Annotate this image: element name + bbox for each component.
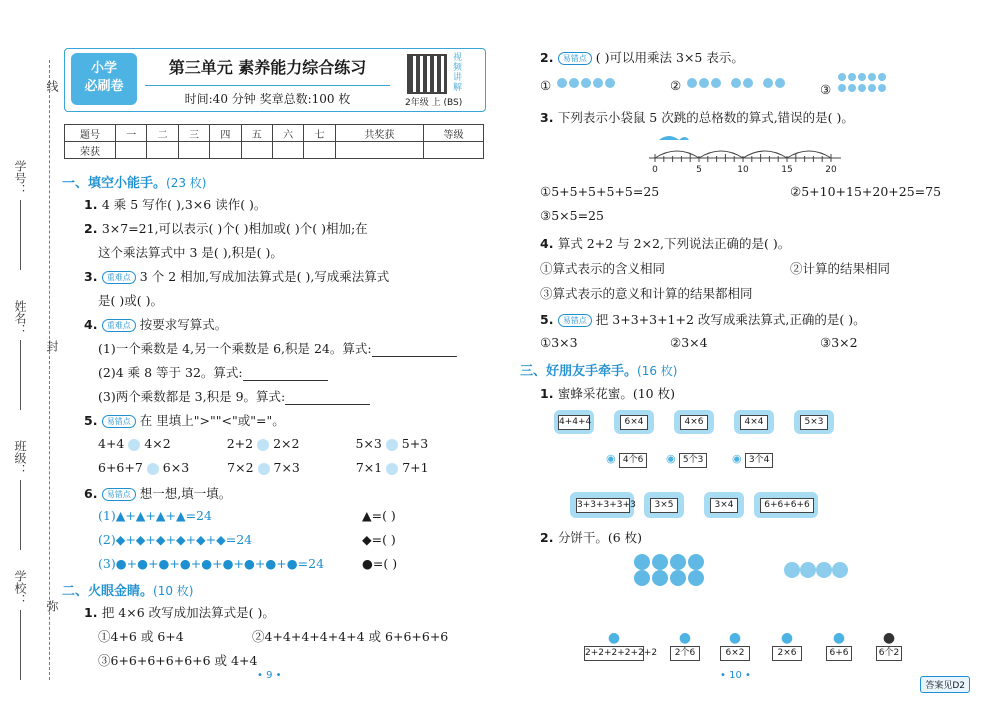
question-r3: 3. 下列表示小袋鼠 5 次跳的总格数的算式,错误的是( )。: [540, 110, 854, 125]
name-field[interactable]: [12, 300, 29, 410]
question-r2: 2. 易错点 ( )可以用乘法 3×5 表示。: [540, 50, 744, 65]
bee-icon: ◉: [666, 452, 676, 465]
option-r5-2[interactable]: ②3×4: [670, 335, 708, 350]
page-number: • 10 •: [720, 670, 751, 681]
flower-label: 3+3+3+3+3: [576, 498, 630, 513]
option-r3-2[interactable]: ②5+10+15+20+25=75: [790, 184, 942, 199]
tick-label: 0: [652, 165, 658, 175]
question-3: 3. 重难点 3 个 2 相加,写成加法算式是( ),写成乘法算式: [84, 269, 390, 284]
section-points: (16 枚): [637, 364, 678, 378]
section-title: 一、填空小能手。: [62, 176, 167, 191]
question-text: 下列表示小袋鼠 5 次跳的总格数的算式,错误的是( )。: [557, 110, 854, 125]
question-6-2: (2)◆+◆+◆+◆+◆+◆=24: [98, 532, 253, 547]
series-badge: [71, 53, 137, 105]
cut-mark-2: 封: [45, 340, 59, 352]
question-text: 想一想,填一填。: [139, 486, 232, 501]
question-6-2-answer[interactable]: ◆=( ): [362, 532, 396, 547]
easy-tag: 易错点: [558, 314, 592, 327]
grade-label: 2年级 上 (BS): [405, 98, 463, 108]
flower-card[interactable]: [614, 410, 654, 434]
exam-info: 时间:40 分钟 奖章总数:100 枚: [145, 85, 390, 107]
page-title: 第三单元 素养能力综合练习: [168, 58, 367, 77]
cut-line: [49, 60, 50, 680]
dot-group-icon: [555, 76, 625, 90]
flower-label: 5×3: [800, 415, 828, 430]
tick-label: 20: [825, 165, 837, 175]
section-points: (23 枚): [166, 176, 207, 190]
flower-card[interactable]: [554, 410, 594, 434]
answer-blank[interactable]: [285, 392, 370, 405]
animal-label: 2+2+2+2+2+2: [584, 646, 644, 661]
score-cell: 共奖获: [335, 125, 423, 142]
binding-margin: [0, 0, 60, 707]
section-2-question-1: 1. 把 4×6 改写成加法算式是( )。: [84, 605, 275, 620]
cat-icon: ●: [678, 630, 692, 646]
section-2-heading: [62, 580, 193, 599]
animal-card[interactable]: [876, 630, 902, 661]
flower-label: 6×4: [620, 415, 648, 430]
animal-label: 6×2: [720, 646, 750, 661]
compare-circle[interactable]: [257, 439, 269, 451]
expr: 6+6+7: [98, 460, 143, 475]
section-1-heading: [62, 172, 206, 191]
question-2: 2. 3×7=21,可以表示( )个( )相加或( )个( )相加;在: [84, 221, 368, 236]
question-text: 按要求写算式。: [139, 317, 228, 332]
animal-label: 2×6: [772, 646, 802, 661]
compare-row-1: [98, 436, 428, 451]
option-r3-3[interactable]: ③5×5=25: [540, 208, 604, 223]
tick-label: 10: [737, 165, 749, 175]
compare-circle[interactable]: [258, 463, 270, 475]
score-cell: 等级: [424, 125, 484, 142]
score-cell: 六: [272, 125, 303, 142]
animal-label: 6+6: [826, 646, 852, 661]
expr: 4×2: [144, 436, 171, 451]
option-r3-1[interactable]: ①5+5+5+5+5=25: [540, 184, 660, 199]
flower-label: 3×5: [650, 498, 678, 513]
question-text: (2)4 乘 8 等于 32。算式:: [98, 365, 243, 380]
cut-mark-1: 线: [45, 80, 59, 92]
flower-card[interactable]: [794, 410, 834, 434]
expr: 2+2: [226, 436, 254, 451]
name-label: 姓名：: [13, 300, 27, 336]
question-4: 4. 重难点 按要求写算式。: [84, 317, 228, 332]
flower-label: 4×6: [680, 415, 708, 430]
question-1: 1. 4 乘 5 写作( ),3×6 读作( )。: [84, 197, 267, 212]
question-text: 分饼干。(6 枚): [557, 530, 642, 545]
kangaroo-icon: [659, 136, 689, 140]
question-text: 把 4×6 改写成加法算式是( )。: [101, 605, 275, 620]
expr: 7×2: [227, 460, 254, 475]
score-input[interactable]: [210, 142, 241, 159]
score-header-row: [65, 125, 484, 142]
bee-card[interactable]: [732, 452, 773, 468]
question-6-3: (3)●+●+●+●+●+●+●+●+●=24: [98, 556, 325, 571]
question-5: 5. 易错点 在 里填上">""<"或"="。: [84, 413, 285, 428]
hard-tag: 重难点: [102, 271, 136, 284]
section-points: (10 枚): [153, 584, 194, 598]
dog-icon: ●: [728, 630, 742, 646]
dot-group-icon: [685, 76, 785, 90]
animal-card[interactable]: [720, 630, 750, 661]
compare-circle[interactable]: [147, 463, 159, 475]
flower-card[interactable]: [704, 492, 744, 518]
option-r4-3[interactable]: ③算式表示的意义和计算的结果都相同: [540, 286, 753, 301]
panda-icon: ●: [882, 630, 896, 646]
animal-card[interactable]: [584, 630, 658, 661]
score-value-row: [65, 142, 484, 159]
title-header: [64, 48, 486, 112]
option-marker: ③: [820, 82, 832, 97]
easy-tag: 易错点: [558, 52, 592, 65]
answer-blank[interactable]: [243, 368, 328, 381]
animal-card[interactable]: [826, 630, 852, 661]
question-4-2: [98, 363, 328, 381]
score-cell: 二: [147, 125, 178, 142]
option-r2-2[interactable]: [670, 76, 785, 93]
question-text: 在 里填上">""<"或"="。: [139, 413, 285, 428]
question-4-1: [98, 339, 457, 357]
bee-label: 5个3: [679, 453, 707, 468]
dot-group-icon: [835, 72, 905, 94]
section-3-question-2: 2. 分饼干。(6 枚): [540, 530, 642, 545]
class-label: 班级：: [13, 440, 27, 476]
question-text: 算式 2+2 与 2×2,下列说法正确的是( )。: [557, 236, 791, 251]
school-label: 学校：: [13, 570, 27, 606]
badge-line-2: 必刷卷: [84, 79, 124, 94]
option-r5-1[interactable]: ①3×3: [540, 335, 578, 350]
left-page: [62, 0, 492, 707]
rabbit-icon: ●: [832, 630, 846, 646]
school-field[interactable]: [12, 570, 29, 680]
option-1[interactable]: ①4+6 或 6+4: [98, 629, 184, 644]
bee-card[interactable]: [666, 452, 707, 468]
question-text: ( )可以用乘法 3×5 表示。: [595, 50, 744, 65]
expr: 7×3: [273, 460, 300, 475]
option-3[interactable]: ③6+6+6+6+6+6 或 4+4: [98, 653, 258, 668]
question-6-1-answer[interactable]: ▲=( ): [362, 508, 396, 523]
question-r5: 5. 易错点 把 3+3+3+1+2 改写成乘法算式,正确的是( )。: [540, 312, 866, 327]
score-cell: 五: [241, 125, 272, 142]
expr: 4+4: [98, 436, 125, 451]
score-input[interactable]: [272, 142, 303, 159]
cookie-plate-1-icon: [632, 552, 716, 588]
bear-icon: ●: [607, 630, 621, 646]
score-cell: 三: [178, 125, 209, 142]
expr: 6×3: [162, 460, 190, 475]
bee-icon: ◉: [732, 452, 742, 465]
class-field[interactable]: [12, 440, 29, 550]
score-input[interactable]: [147, 142, 178, 159]
student-id-field[interactable]: [12, 160, 29, 270]
score-cell: 一: [116, 125, 147, 142]
question-6-1: (1)▲+▲+▲+▲=24: [98, 508, 212, 523]
animal-card[interactable]: [772, 630, 802, 661]
cookie-plate-2-icon: [782, 560, 854, 580]
option-r2-3[interactable]: [820, 72, 905, 97]
compare-row-2: [98, 460, 429, 475]
score-input[interactable]: [178, 142, 209, 159]
question-text: 3 个 2 相加,写成加法算式是( ),写成乘法算式: [139, 269, 390, 284]
flower-label: 6+6+6+6: [760, 498, 814, 513]
question-text: (3)两个乘数都是 3,积是 9。算式:: [98, 389, 286, 404]
easy-tag: 易错点: [102, 415, 136, 428]
bee-icon: ◉: [606, 452, 616, 465]
section-3-question-1: 1. 蜜蜂采花蜜。(10 枚): [540, 386, 675, 401]
option-r2-1[interactable]: [540, 76, 625, 93]
option-r5-3[interactable]: ③3×2: [820, 335, 858, 350]
question-6-3-answer[interactable]: ●=( ): [362, 556, 398, 571]
score-cell: 四: [210, 125, 241, 142]
cut-mark-3: 弥: [45, 600, 59, 612]
question-text: 蜜蜂采花蜜。(10 枚): [557, 386, 675, 401]
flower-card[interactable]: [754, 492, 818, 518]
flower-label: 4+4+4: [558, 415, 590, 430]
expr: 5+3: [401, 436, 429, 451]
score-cell: 题号: [65, 125, 116, 142]
question-r4: 4. 算式 2+2 与 2×2,下列说法正确的是( )。: [540, 236, 791, 251]
section-3-heading: [520, 360, 677, 379]
page-number: • 9 •: [257, 670, 282, 681]
score-cell: 七: [304, 125, 335, 142]
option-r4-2[interactable]: ②计算的结果相同: [790, 261, 891, 276]
question-text: 把 3+3+3+1+2 改写成乘法算式,正确的是( )。: [595, 312, 866, 327]
bee-card[interactable]: [606, 452, 647, 468]
question-2-cont: 这个乘法算式中 3 是( ),积是( )。: [98, 245, 283, 260]
video-tag: 视频讲解: [453, 53, 463, 93]
animal-label: 6个2: [876, 646, 902, 661]
section-title: 二、火眼金睛。: [62, 584, 154, 599]
tiger-icon: ●: [780, 630, 794, 646]
option-marker: ①: [540, 78, 552, 93]
expr: 7×1: [355, 460, 383, 475]
answer-blank[interactable]: [372, 344, 457, 357]
flower-card[interactable]: [570, 492, 634, 518]
right-page: [520, 0, 990, 707]
compare-circle[interactable]: [128, 439, 140, 451]
badge-line-1: 小学: [90, 61, 117, 76]
question-6: 6. 易错点 想一想,填一填。: [84, 486, 232, 501]
student-id-label: 学号：: [13, 160, 27, 196]
question-text: 3×7=21,可以表示( )个( )相加或( )个( )相加;在: [101, 221, 368, 236]
expr: 2×2: [273, 436, 300, 451]
animal-card[interactable]: [670, 630, 700, 661]
score-input[interactable]: [304, 142, 335, 159]
tick-label: 5: [696, 165, 702, 175]
flower-label: 3×4: [710, 498, 738, 513]
score-input[interactable]: [335, 142, 423, 159]
number-line: [645, 128, 845, 176]
question-3-cont: 是( )或( )。: [98, 293, 163, 308]
tick-label: 15: [781, 165, 793, 175]
flower-card[interactable]: [734, 410, 774, 434]
option-r4-1[interactable]: ①算式表示的含义相同: [540, 261, 666, 276]
hard-tag: 重难点: [102, 319, 136, 332]
expr: 5×3: [355, 436, 382, 451]
option-marker: ②: [670, 78, 682, 93]
animal-label: 2个6: [670, 646, 700, 661]
section-title: 三、好朋友手牵手。: [520, 364, 638, 379]
easy-tag: 易错点: [102, 488, 136, 501]
flower-card[interactable]: [674, 410, 714, 434]
score-input[interactable]: [424, 142, 484, 159]
answer-reference: 答案见D2: [920, 676, 970, 693]
score-cell: 荣获: [65, 142, 116, 159]
compare-circle[interactable]: [386, 439, 398, 451]
compare-circle[interactable]: [386, 463, 398, 475]
option-2[interactable]: ②4+4+4+4+4+4 或 6+6+6+6: [252, 629, 449, 644]
score-table: [64, 124, 484, 159]
question-4-3: [98, 387, 370, 405]
flower-card[interactable]: [644, 492, 684, 518]
question-text: 4 乘 5 写作( ),3×6 读作( )。: [101, 197, 267, 212]
qr-code-icon[interactable]: [407, 54, 447, 94]
flower-label: 4×4: [740, 415, 768, 430]
score-input[interactable]: [116, 142, 147, 159]
bee-label: 4个6: [619, 453, 647, 468]
expr: 7+1: [402, 460, 429, 475]
score-input[interactable]: [241, 142, 272, 159]
question-text: (1)一个乘数是 4,另一个乘数是 6,积是 24。算式:: [98, 341, 372, 356]
bee-label: 3个4: [745, 453, 773, 468]
